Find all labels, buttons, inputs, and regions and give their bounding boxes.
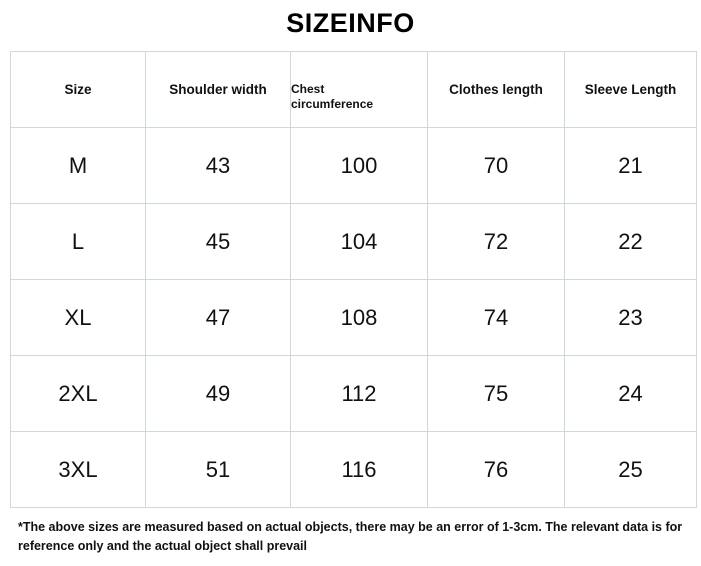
column-header-chest-circumference-line2: circumference bbox=[291, 96, 374, 111]
column-header-clothes-length-label: Clothes length bbox=[449, 82, 543, 97]
cell-size: L bbox=[11, 204, 146, 280]
table-row bbox=[11, 204, 697, 280]
cell-sleeve-length: 21 bbox=[565, 128, 697, 204]
cell-chest-circumference: 104 bbox=[291, 204, 428, 280]
column-header-chest-circumference-line1: Chest bbox=[291, 81, 325, 96]
measurement-disclaimer: *The above sizes are measured based on actual objects, there may be an error of 1-3cm. The relevant data is for reference only and the actual object shall prevail bbox=[18, 520, 683, 553]
cell-size: 2XL bbox=[11, 356, 146, 432]
cell-chest-circumference: 112 bbox=[291, 356, 428, 432]
column-header-sleeve-length-label: Sleeve Length bbox=[584, 82, 677, 97]
cell-shoulder-width: 51 bbox=[146, 432, 291, 508]
column-header-clothes-length bbox=[428, 52, 565, 128]
table-body bbox=[11, 128, 697, 508]
cell-sleeve-length: 25 bbox=[565, 432, 697, 508]
column-header-size bbox=[11, 52, 146, 128]
cell-clothes-length: 70 bbox=[428, 128, 565, 204]
column-header-chest-circumference bbox=[291, 52, 428, 128]
table-header bbox=[11, 52, 697, 128]
cell-chest-circumference: 100 bbox=[291, 128, 428, 204]
cell-shoulder-width: 45 bbox=[146, 204, 291, 280]
cell-sleeve-length: 22 bbox=[565, 204, 697, 280]
size-info-page bbox=[0, 8, 701, 566]
table-header-row bbox=[11, 52, 697, 128]
size-table-container bbox=[0, 51, 701, 508]
cell-chest-circumference: 108 bbox=[291, 280, 428, 356]
size-table bbox=[10, 51, 697, 508]
cell-shoulder-width: 47 bbox=[146, 280, 291, 356]
cell-size: M bbox=[11, 128, 146, 204]
column-header-shoulder-width bbox=[146, 52, 291, 128]
column-header-sleeve-length bbox=[565, 52, 697, 128]
cell-shoulder-width: 49 bbox=[146, 356, 291, 432]
page-title: SIZEINFO bbox=[286, 8, 415, 38]
column-header-size-label: Size bbox=[64, 82, 92, 97]
cell-chest-circumference: 116 bbox=[291, 432, 428, 508]
cell-clothes-length: 75 bbox=[428, 356, 565, 432]
table-row bbox=[11, 128, 697, 204]
cell-sleeve-length: 23 bbox=[565, 280, 697, 356]
column-header-shoulder-width-label: Shoulder width bbox=[169, 82, 267, 97]
cell-clothes-length: 72 bbox=[428, 204, 565, 280]
cell-clothes-length: 76 bbox=[428, 432, 565, 508]
table-row bbox=[11, 432, 697, 508]
table-row bbox=[11, 280, 697, 356]
cell-size: XL bbox=[11, 280, 146, 356]
cell-shoulder-width: 43 bbox=[146, 128, 291, 204]
table-row bbox=[11, 356, 697, 432]
cell-clothes-length: 74 bbox=[428, 280, 565, 356]
cell-sleeve-length: 24 bbox=[565, 356, 697, 432]
cell-size: 3XL bbox=[11, 432, 146, 508]
